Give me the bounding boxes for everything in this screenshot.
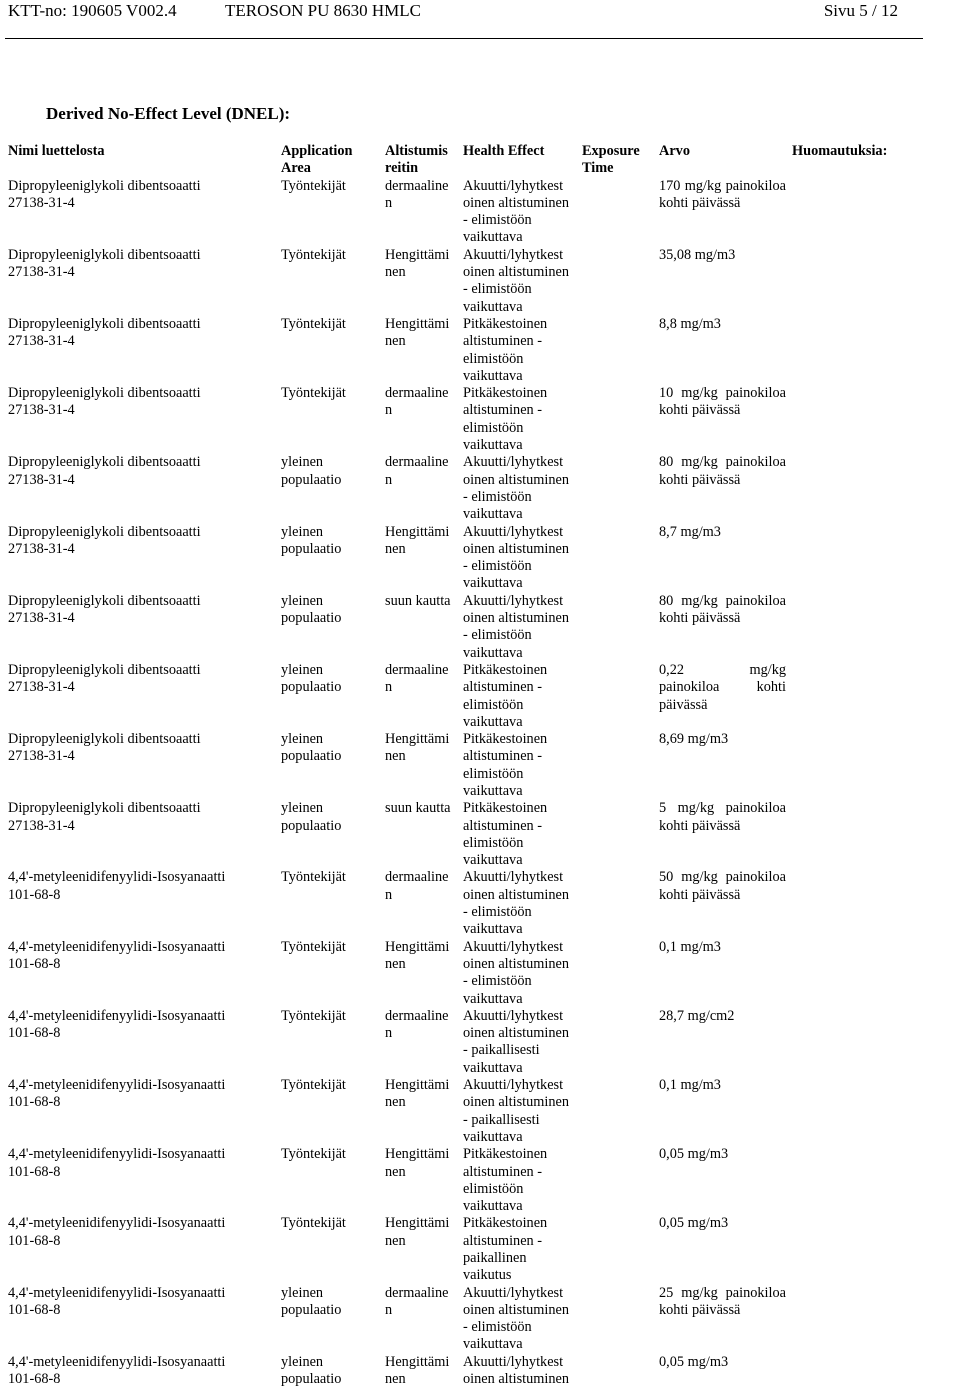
cas-number: 27138-31-4: [8, 194, 75, 211]
application-area-cell: yleinen populaatio: [281, 661, 342, 696]
table-row: [5, 1354, 909, 1389]
cas-number: 101-68-8: [8, 1232, 61, 1249]
substance-name: Dipropyleeniglykoli dibentsoaatti: [8, 800, 201, 817]
table-row: [5, 316, 909, 385]
substance-name: 4,4'-metyleenidifenyylidi-Isosyanaatti: [8, 1215, 226, 1232]
table-row: [5, 939, 909, 1008]
table-row: [5, 731, 909, 800]
exposure-time-cell: [579, 1077, 656, 1146]
table-row: [5, 1077, 909, 1146]
cas-number: 101-68-8: [8, 955, 61, 972]
dnel-value-cell: 8,8 mg/m3: [659, 315, 721, 332]
exposure-route-cell: dermaaline n: [385, 385, 449, 419]
substance-cell: [5, 662, 278, 731]
table-row: [5, 1215, 909, 1284]
remarks-cell: [789, 869, 909, 938]
exposure-time-cell: [579, 178, 656, 247]
application-area-cell: yleinen populaatio: [281, 800, 342, 834]
substance-name: 4,4'-metyleenidifenyylidi-Isosyanaatti: [8, 1284, 226, 1301]
remarks-cell: [789, 593, 909, 662]
exposure-time-cell: [579, 1146, 656, 1215]
page-number: Sivu 5 / 12: [823, 1, 898, 20]
exposure-time-cell: [579, 593, 656, 662]
remarks-cell: [789, 1146, 909, 1215]
column-header-remarks: Huomautuksia:: [792, 143, 888, 159]
application-area-cell: yleinen populaatio: [281, 731, 342, 765]
dnel-value-cell: 8,7 mg/m3: [659, 523, 721, 540]
exposure-time-cell: [579, 1285, 656, 1354]
remarks-cell: [789, 939, 909, 1008]
health-effect-cell: Pitkäkestoinen altistuminen - elimistöön vaikuttava: [463, 315, 548, 384]
table-row: [5, 593, 909, 662]
remarks-cell: [789, 316, 909, 385]
remarks-cell: [789, 800, 909, 869]
application-area-cell: Työntekijät: [281, 869, 346, 886]
table-row: [5, 247, 909, 316]
substance-name: Dipropyleeniglykoli dibentsoaatti: [8, 385, 201, 402]
remarks-cell: [789, 662, 909, 731]
substance-name: Dipropyleeniglykoli dibentsoaatti: [8, 731, 201, 748]
exposure-time-cell: [579, 1008, 656, 1077]
health-effect-cell: Akuutti/lyhytkest oinen altistuminen - elimistöön vaikuttava: [463, 869, 570, 938]
exposure-route-cell: dermaaline n: [385, 177, 449, 211]
health-effect-cell: Akuutti/lyhytkest oinen altistuminen - elimistöön vaikuttava: [463, 938, 570, 1007]
substance-cell: [5, 316, 278, 385]
cas-number: 101-68-8: [8, 1163, 61, 1180]
column-header-route: Altistumis reitin: [385, 143, 448, 177]
remarks-cell: [789, 1215, 909, 1284]
exposure-time-cell: [579, 316, 656, 385]
exposure-time-cell: [579, 869, 656, 938]
substance-cell: [5, 178, 278, 247]
exposure-route-cell: Hengittämi nen: [385, 1353, 450, 1388]
exposure-route-cell: Hengittämi nen: [385, 1146, 450, 1180]
remarks-cell: [789, 1008, 909, 1077]
table-row: [5, 1285, 909, 1354]
exposure-route-cell: dermaaline n: [385, 1284, 449, 1318]
application-area-cell: Työntekijät: [281, 1215, 346, 1232]
substance-cell: [5, 1008, 278, 1077]
substance-name: 4,4'-metyleenidifenyylidi-Isosyanaatti: [8, 1353, 226, 1370]
dnel-value-cell: 80 mg/kg painokiloa kohti päivässä: [659, 592, 786, 627]
health-effect-cell: Pitkäkestoinen altistuminen - elimistöön vaikuttava: [463, 385, 548, 454]
health-effect-cell: Pitkäkestoinen altistuminen - elimistöön vaikuttava: [463, 1146, 548, 1215]
remarks-cell: [789, 1077, 909, 1146]
health-effect-cell: Akuutti/lyhytkest oinen altistuminen - paikallisesti vaikuttava: [463, 1077, 570, 1145]
substance-cell: [5, 593, 278, 662]
dnel-value-cell: 28,7 mg/cm2: [659, 1007, 735, 1024]
cas-number: 27138-31-4: [8, 333, 75, 350]
application-area-cell: Työntekijät: [281, 177, 346, 194]
exposure-time-cell: [579, 939, 656, 1008]
remarks-cell: [789, 524, 909, 593]
page-header: [0, 0, 960, 24]
remarks-cell: [789, 178, 909, 247]
dnel-value-cell: 0,05 mg/m3: [659, 1353, 729, 1370]
table-row: [5, 800, 909, 869]
dnel-value-cell: 25 mg/kg painokiloa kohti päivässä: [659, 1284, 786, 1318]
substance-cell: [5, 800, 278, 869]
application-area-cell: Työntekijät: [281, 1146, 346, 1163]
cas-number: 101-68-8: [8, 1371, 61, 1388]
column-header-value: Arvo: [659, 143, 690, 159]
application-area-cell: yleinen populaatio: [281, 1353, 342, 1388]
exposure-route-cell: Hengittämi nen: [385, 523, 450, 557]
substance-name: 4,4'-metyleenidifenyylidi-Isosyanaatti: [8, 1007, 226, 1024]
application-area-cell: Työntekijät: [281, 315, 346, 332]
application-area-cell: yleinen populaatio: [281, 454, 342, 488]
substance-cell: [5, 731, 278, 800]
section-title: Derived No-Effect Level (DNEL):: [46, 104, 291, 123]
substance-cell: [5, 1215, 278, 1284]
substance-name: Dipropyleeniglykoli dibentsoaatti: [8, 454, 201, 471]
dnel-value-cell: 0,05 mg/m3: [659, 1146, 729, 1163]
cas-number: 27138-31-4: [8, 471, 75, 488]
cas-number: 27138-31-4: [8, 540, 75, 557]
substance-cell: [5, 1077, 278, 1146]
application-area-cell: yleinen populaatio: [281, 592, 342, 627]
dnel-value-cell: 8,69 mg/m3: [659, 731, 729, 748]
substance-cell: [5, 385, 278, 454]
exposure-route-cell: dermaaline n: [385, 661, 449, 696]
substance-name: 4,4'-metyleenidifenyylidi-Isosyanaatti: [8, 1077, 226, 1094]
exposure-time-cell: [579, 731, 656, 800]
table-row: [5, 869, 909, 938]
cas-number: 27138-31-4: [8, 817, 75, 834]
health-effect-cell: Pitkäkestoinen altistuminen - elimistöön vaikuttava: [463, 661, 548, 730]
dnel-value-cell: 0,22 mg/kg painokiloa kohti päivässä: [659, 661, 786, 713]
exposure-time-cell: [579, 1215, 656, 1284]
cas-number: 101-68-8: [8, 1094, 61, 1111]
table-row: [5, 385, 909, 454]
column-header-exposure: Exposure Time: [582, 143, 640, 177]
exposure-route-cell: Hengittämi nen: [385, 938, 450, 972]
exposure-route-cell: Hengittämi nen: [385, 1077, 450, 1111]
cas-number: 27138-31-4: [8, 679, 75, 696]
exposure-time-cell: [579, 454, 656, 523]
substance-name: Dipropyleeniglykoli dibentsoaatti: [8, 315, 201, 332]
health-effect-cell: Akuutti/lyhytkest oinen altistuminen - elimistöön vaikuttava: [463, 1284, 570, 1353]
exposure-time-cell: [579, 524, 656, 593]
column-header-area: Application Area: [281, 143, 353, 177]
cas-number: 101-68-8: [8, 1025, 61, 1042]
remarks-cell: [789, 731, 909, 800]
health-effect-cell: Akuutti/lyhytkest oinen altistuminen - elimistöön vaikuttava: [463, 454, 570, 523]
health-effect-cell: Akuutti/lyhytkest oinen altistuminen: [463, 1353, 570, 1388]
application-area-cell: yleinen populaatio: [281, 523, 342, 557]
exposure-route-cell: dermaaline n: [385, 869, 449, 903]
remarks-cell: [789, 385, 909, 454]
application-area-cell: Työntekijät: [281, 385, 346, 402]
column-header-effect: Health Effect: [463, 143, 545, 159]
substance-name: 4,4'-metyleenidifenyylidi-Isosyanaatti: [8, 869, 226, 886]
application-area-cell: Työntekijät: [281, 938, 346, 955]
table-row: [5, 1008, 909, 1077]
application-area-cell: Työntekijät: [281, 1077, 346, 1094]
substance-name: Dipropyleeniglykoli dibentsoaatti: [8, 246, 201, 263]
application-area-cell: Työntekijät: [281, 1007, 346, 1024]
table-row: [5, 454, 909, 523]
substance-name: 4,4'-metyleenidifenyylidi-Isosyanaatti: [8, 938, 226, 955]
remarks-cell: [789, 454, 909, 523]
table-row: [5, 178, 909, 247]
dnel-value-cell: 170 mg/kg painokiloa kohti päivässä: [659, 177, 786, 211]
dnel-value-cell: 50 mg/kg painokiloa kohti päivässä: [659, 869, 786, 903]
substance-cell: [5, 1146, 278, 1215]
dnel-value-cell: 0,1 mg/m3: [659, 938, 721, 955]
table-row: [5, 662, 909, 731]
health-effect-cell: Akuutti/lyhytkest oinen altistuminen - elimistöön vaikuttava: [463, 592, 570, 661]
substance-name: Dipropyleeniglykoli dibentsoaatti: [8, 592, 201, 609]
substance-cell: [5, 524, 278, 593]
health-effect-cell: Akuutti/lyhytkest oinen altistuminen - paikallisesti vaikuttava: [463, 1007, 570, 1076]
table-row: [5, 1146, 909, 1215]
table-body: [5, 178, 909, 1389]
column-header-name: Nimi luettelosta: [8, 143, 105, 159]
application-area-cell: yleinen populaatio: [281, 1284, 342, 1318]
cas-number: 27138-31-4: [8, 748, 75, 765]
cas-number: 27138-31-4: [8, 402, 75, 419]
exposure-time-cell: [579, 385, 656, 454]
substance-name: Dipropyleeniglykoli dibentsoaatti: [8, 661, 201, 678]
health-effect-cell: Akuutti/lyhytkest oinen altistuminen - elimistöön vaikuttava: [463, 246, 570, 315]
product-name: TEROSON PU 8630 HMLC: [225, 1, 421, 20]
health-effect-cell: Pitkäkestoinen altistuminen - elimistöön vaikuttava: [463, 731, 548, 799]
exposure-time-cell: [579, 1354, 656, 1389]
exposure-time-cell: [579, 247, 656, 316]
remarks-cell: [789, 1285, 909, 1354]
cas-number: 27138-31-4: [8, 610, 75, 627]
remarks-cell: [789, 1354, 909, 1389]
substance-cell: [5, 939, 278, 1008]
substance-cell: [5, 454, 278, 523]
remarks-cell: [789, 247, 909, 316]
table-row: [5, 524, 909, 593]
health-effect-cell: Akuutti/lyhytkest oinen altistuminen - elimistöön vaikuttava: [463, 523, 570, 592]
application-area-cell: Työntekijät: [281, 246, 346, 263]
substance-cell: [5, 869, 278, 938]
exposure-route-cell: suun kautta: [385, 592, 451, 609]
dnel-value-cell: 5 mg/kg painokiloa kohti päivässä: [659, 800, 786, 834]
health-effect-cell: Pitkäkestoinen altistuminen - paikallinen vaikutus: [463, 1215, 548, 1284]
cas-number: 101-68-8: [8, 886, 61, 903]
dnel-value-cell: 0,05 mg/m3: [659, 1215, 729, 1232]
table-header-row: [5, 143, 909, 178]
dnel-table: [5, 143, 909, 1388]
exposure-route-cell: Hengittämi nen: [385, 246, 450, 281]
exposure-route-cell: suun kautta: [385, 800, 451, 817]
substance-name: Dipropyleeniglykoli dibentsoaatti: [8, 177, 201, 194]
substance-name: Dipropyleeniglykoli dibentsoaatti: [8, 523, 201, 540]
exposure-route-cell: dermaaline n: [385, 454, 449, 488]
health-effect-cell: Pitkäkestoinen altistuminen - elimistöön vaikuttava: [463, 800, 548, 869]
substance-cell: [5, 1354, 278, 1389]
substance-cell: [5, 1285, 278, 1354]
dnel-value-cell: 80 mg/kg painokiloa kohti päivässä: [659, 454, 786, 488]
header-divider: [5, 38, 923, 39]
exposure-route-cell: dermaaline n: [385, 1007, 449, 1042]
exposure-time-cell: [579, 662, 656, 731]
health-effect-cell: Akuutti/lyhytkest oinen altistuminen - elimistöön vaikuttava: [463, 177, 570, 246]
substance-name: 4,4'-metyleenidifenyylidi-Isosyanaatti: [8, 1146, 226, 1163]
cas-number: 27138-31-4: [8, 264, 75, 281]
dnel-value-cell: 0,1 mg/m3: [659, 1077, 721, 1094]
exposure-time-cell: [579, 800, 656, 869]
exposure-route-cell: Hengittämi nen: [385, 315, 450, 350]
dnel-value-cell: 35,08 mg/m3: [659, 246, 736, 263]
cas-number: 101-68-8: [8, 1301, 61, 1318]
exposure-route-cell: Hengittämi nen: [385, 731, 450, 765]
substance-cell: [5, 247, 278, 316]
exposure-route-cell: Hengittämi nen: [385, 1215, 450, 1249]
dnel-value-cell: 10 mg/kg painokiloa kohti päivässä: [659, 385, 786, 419]
document-id: KTT-no: 190605 V002.4: [8, 1, 177, 20]
